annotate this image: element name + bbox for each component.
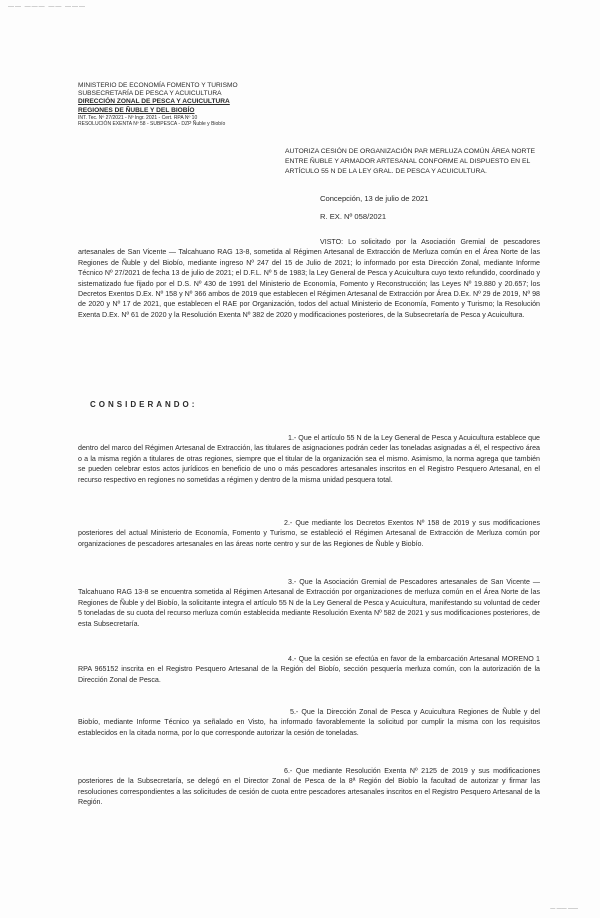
reference-line-1: INT. Tec. Nº 27/2021 - Nº Ingr. 2021 - Cert. RPA Nº 10 — [78, 114, 198, 121]
place-date: Concepción, 13 de julio de 2021 — [320, 194, 429, 203]
subsecretaria-line: SUBSECRETARÍA DE PESCA Y ACUICULTURA — [78, 90, 222, 98]
considerando-5: 5.- Que la Dirección Zonal de Pesca y Acuicultura Regiones de Ñuble y del Biobío, mediante Informe Técnico ya señalado en Visto, ha informado favorablemente la solicitud por cumplir la misma con los requisitos establecidos en la citada norma, por lo que corresponde autorizar la cesión de toneladas. — [78, 708, 540, 737]
top-scan-marks: —— ——— —— ——— — [8, 4, 87, 10]
regiones-line: REGIONES DE ÑUBLE Y DEL BIOBÍO — [78, 106, 195, 114]
resolution-subject: AUTORIZA CESIÓN DE ORGANIZACIÓN PAR MERLUZA COMÚN ÁREA NORTE ENTRE ÑUBLE Y ARMADOR ARTESANAL CONFORME AL DISPUESTO EN EL ARTÍCULO 55 N DE LA LEY GRAL. DE PESCA Y ACUICULTURA. — [285, 148, 536, 175]
ministry-line: MINISTERIO DE ECONOMÍA FOMENTO Y TURISMO — [78, 82, 238, 89]
considerando-2: 2.- Que mediante los Decretos Exentos Nº 158 de 2019 y sus modificaciones posteriores del actual Ministerio de Economía, Fomento y Turismo, se estableció el Régimen Artesanal de Extracción de Merluza común por organizaciones de pescadores artesanales en las áreas norte centro y sur de las Regiones de Ñuble y Biobío. — [78, 519, 540, 548]
reference-line-2: RESOLUCIÓN EXENTA Nº 58 - SUBPESCA - DZP Ñuble y Biobío — [78, 121, 226, 128]
considerando-3: 3.- Que la Asociación Gremial de Pescadores artesanales de San Vicente — Talcahuano RAG 13-8 se encuentra sometida al Régimen Artesanal de Extracción por organizaciones de merluza común en el Área Norte de las Regiones de Ñuble y del Biobío, la solicitante integra el artículo 55 N de la Ley General de Pesca y Acuicultura, manifestando su voluntad de ceder 5 toneladas de su cuota del recurso merluza común establecida mediante Resolución Exenta Nº 582 de 2021 y sus modificaciones posteriores, de esta Subsecretaría. — [78, 578, 540, 628]
direccion-zonal-line: DIRECCIÓN ZONAL DE PESCA Y ACUICULTURA — [78, 98, 230, 106]
letterhead — [78, 82, 278, 127]
considerando-6: 6.- Que mediante Resolución Exenta Nº 2125 de 2019 y sus modificaciones posteriores de la Subsecretaría, se delegó en el Director Zonal de Pesca de la 8ª Región del Biobío la facultad de autorizar y firmar las resoluciones correspondientes a las solicitudes de cesión de cuota entre pescadores artesanales inscritos en el Registro Pesquero Artesanal de la Región. — [78, 767, 540, 807]
footer-scan-marks: — —— —— — [550, 906, 578, 912]
visto-paragraph: VISTO: Lo solicitado por la Asociación Gremial de pescadores artesanales de San Vicente — Talcahuano RAG 13-8, sometida al Régimen Artesanal de Extracción de Merluza común en el Área Norte de las Regiones de Ñuble y del Biobío, mediante ingreso Nº 247 del 15 de Julio de 2021; lo informado por esta Dirección Zonal, mediante Informe Técnico Nº 27/2021 de fecha 13 de julio de 2021; el D.F.L. Nº 5 de 1983; la Ley General de Pesca y Acuicultura cuyo texto refundido, coordinado y sistematizado fue fijado por el D.S. Nº 430 de 1991 del Ministerio de Economía, Fomento y Reconstrucción; las Leyes Nº 19.880 y 20.657; los Decretos Exentos D.Ex. Nº 158 y Nº 366 ambos de 2019 que establecen el Régimen Artesanal de Extracción por Área D.Ex. Nº 29 de 2019, Nº 98 de 2020 y Nº 17 de 2021, que establecen el RAE por Organización, todos del actual Ministerio de Economía, Fomento y Turismo; la Resolución Exenta D.Ex. Nº 61 de 2020 y la Resolución Exenta Nº 382 de 2020 y modificaciones posteriores, de la Subsecretaría de Pesca y Acuicultura. — [78, 238, 540, 319]
considerando-4: 4.- Que la cesión se efectúa en favor de la embarcación Artesanal MORENO 1 RPA 965152 inscrita en el Registro Pesquero Artesanal de la Región del Biobío, sección pesquería merluza común, con la autorización de la Dirección Zonal de Pesca. — [78, 655, 540, 684]
resolution-number: R. EX. Nº 058/2021 — [320, 212, 387, 221]
considerando-heading: CONSIDERANDO: — [90, 400, 198, 409]
considerando-1: 1.- Que el artículo 55 N de la Ley General de Pesca y Acuicultura establece que dentro del marco del Régimen Artesanal de Extracción, las titulares de asignaciones podrán ceder las toneladas asignadas a él, el respectivo área o a la misma región a titulares de otras regiones, siempre que el titular de la organización sea el mismo. Asimismo, la norma agrega que también se pueden celebrar estos actos jurídicos en beneficio de uno o más pescadores artesanales inscritos en el Registro Pesquero Artesanal, en el recurso respectivo en regiones no sometidas a régimen y dentro de la misma unidad pesquera total. — [78, 434, 540, 484]
